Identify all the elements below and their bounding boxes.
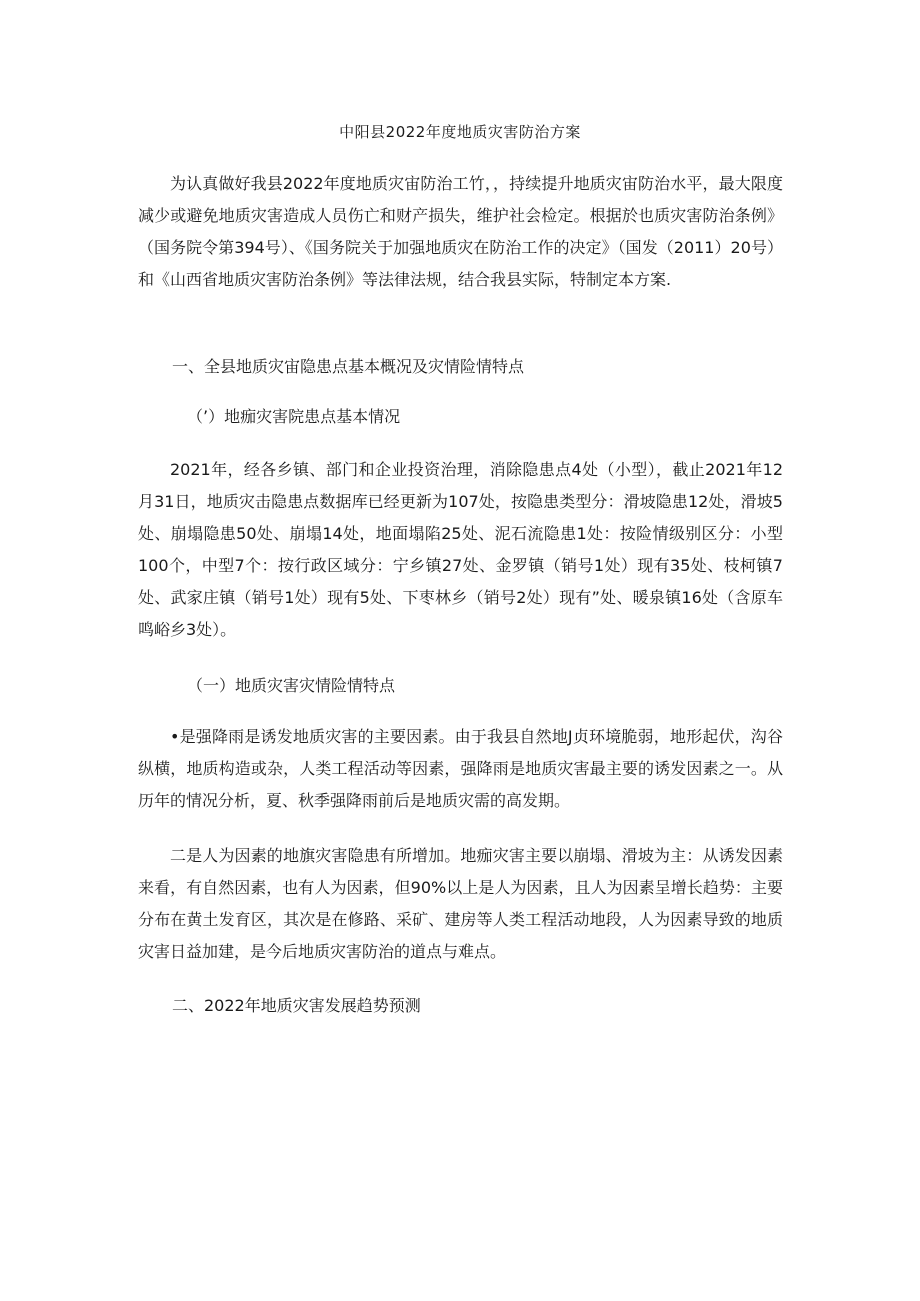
subsection-1-body: 2021年，经各乡镇、部门和企业投资治理，消除隐患点4处（小型），截止2021年12月31日，地质灾击隐患点数据库已经更新为107处，按隐患类型分：滑坡隐患12处，滑坡5处、崩塌隐患50处、崩塌14处，地面塌陷25处、泥石流隐患1处：按险情级别区分：小型100个，中型7个：按行政区域分：宁乡镇27处、金罗镇（销号1处）现有35处、枝柯镇7处、武家庄镇（销号1处）现有5处、下枣林乡（销号2处）现有”处、暖泉镇16处（含原车鸣峪乡3处）。	[138, 460, 783, 639]
section-2-heading: 二、2022年地质灾害发展趋势预测	[172, 996, 421, 1015]
subsection-2-heading: （一）地质灾害灾情险情特点	[187, 676, 396, 695]
subsection-2-point-1: •是强降雨是诱发地质灾害的主要因素。由于我县自然地J贞环境脆弱，地形起伏，沟谷纵横，地质构造或杂，人类工程活动等因素，强降雨是地质灾害最主要的诱发因素之一。从历年的情况分析，夏、秋季强降雨前后是地质灾需的高发期。	[138, 727, 783, 810]
document-title: 中阳县2022年度地质灾害防治方案	[339, 123, 581, 141]
subsection-1-heading: （’）地痂灾害院患点基本情况	[187, 407, 401, 426]
section-1-heading: 一、全县地质灾宙隐患点基本概况及灾情险情特点	[172, 357, 525, 376]
intro-paragraph: 为认真做好我县2022年度地质灾宙防治工竹，，持续提升地质灾宙防治水平，最大限度减少或避免地质灾害造成人员伤亡和财产损失，维护社会检定。根据於也质灾害防治条例》（国务院令第394号）、《国务院关于加强地质灾在防治工作的决定》（国发（2011）20号）和《山西省地质灾害防治条例》等法律法规，结合我县实际，特制定本方案.	[138, 174, 783, 289]
subsection-2-point-2: 二是人为因素的地旗灾害隐患有所增加。地痂灾害主要以崩塌、滑坡为主：从诱发因素来看，有自然因素，也有人为因素，但90%以上是人为因素，且人为因素呈增长趋势：主要分布在黄土发育区，其次是在修路、采矿、建房等人类工程活动地段，人为因素导致的地质灾害日益加建，是今后地质灾害防治的道点与难点。	[138, 846, 783, 961]
